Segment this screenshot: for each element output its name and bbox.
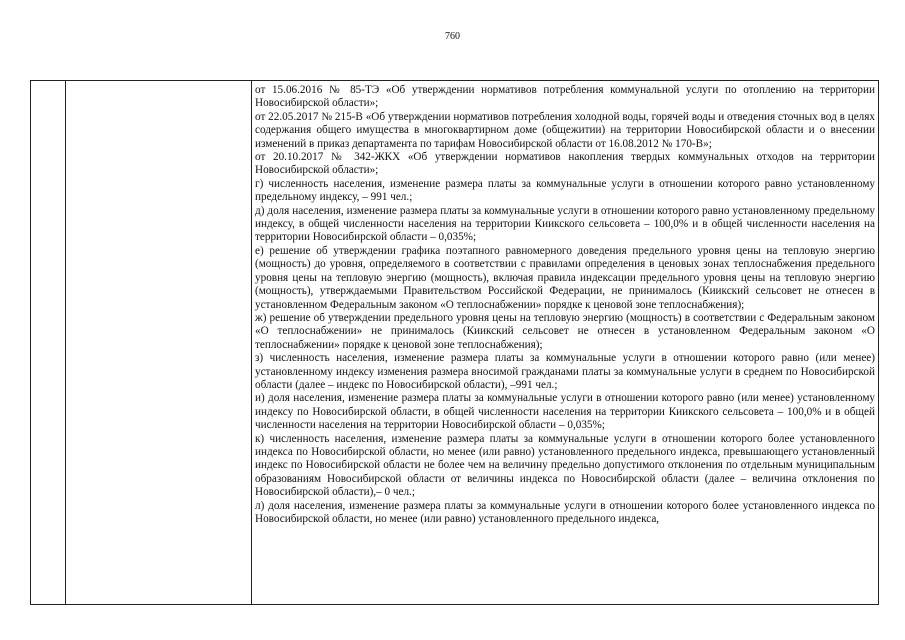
paragraph-item-l: л) доля населения, изменение размера платы за коммунальные услуги в отношении которого более установленного индекса по Новосибирской области, но менее (или равно) установленного предельного индекса,: [255, 499, 875, 525]
paragraph-item-i: и) доля населения, изменение размера платы за коммунальные услуги в отношении которого равно (или менее) установленному индексу по Новосибирской области, в общей численности населения на территории Киикского сельсовета – 100,0% и в общей численности населения на территории Новосибирской области – 0,035%;: [255, 392, 875, 432]
page-number: 760: [445, 31, 460, 42]
paragraph-item-d: д) доля населения, изменение размера платы за коммунальные услуги в отношении которого равно установленному предельному индексу, в общей численности населения на территории Киикского сельсовета – 100,0% и в общей численности населения на территории Новосибирской области – 0,035%;: [255, 204, 875, 244]
paragraph-item-e: е) решение об утверждении графика поэтапного равномерного доведения предельного уровня цены на тепловую энергию (мощность) до уровня, определяемого в соответствии с правилами определения в ценовых зонах теплоснабжения предельного уровня цены на тепловую энергию (мощность), включая правила индексации предельного уровня цены на тепловую энергию (мощность), утверждаемыми Правительством Российской Федерации, не принималось (Киикский сельсовет не отнесен в установленном Федеральным законом «О теплоснабжении» порядке к ценовой зоне теплоснабжения);: [255, 244, 875, 311]
document-table: [30, 80, 879, 605]
paragraph-regulation-342-zhkkh: от 20.10.2017 № 342-ЖКХ «Об утверждении нормативов накопления твердых коммунальных отходов на территории Новосибирской области»;: [255, 151, 875, 177]
table-column-number: [31, 81, 66, 604]
paragraph-item-z: з) численность населения, изменение размера платы за коммунальные услуги в отношении которого равно (или менее) установленному индексу изменения размера вносимой гражданами платы за коммунальные услуги в среднем по Новосибирской области (далее – индекс по Новосибирской области), –991 чел.;: [255, 352, 875, 391]
table-column-content: [252, 81, 878, 604]
paragraph-item-zh: ж) решение об утверждении предельного уровня цены на тепловую энергию (мощность) в соответствии с Федеральным законом «О теплоснабжении» не принималось (Киикский сельсовет не отнесен в установленном Федеральным законом «О теплоснабжении» порядке к ценовой зоне теплоснабжения);: [255, 311, 875, 351]
table-column-name: [66, 81, 252, 604]
paragraph-regulation-215-v: от 22.05.2017 № 215-В «Об утверждении нормативов потребления холодной воды, горячей воды и отведения сточных вод в целях содержания общего имущества в многоквартирном доме (общежитии) на территории Новосибирской области и о внесении изменений в приказ департамента по тарифам Новосибирской области от 16.08.2012 № 170-В»;: [255, 110, 875, 150]
paragraph-item-g: г) численность населения, изменение размера платы за коммунальные услуги в отношении которого равно установленному предельному индексу, – 991 чел.;: [255, 177, 875, 204]
paragraph-regulation-85-te: от 15.06.2016 № 85-ТЭ «Об утверждении нормативов потребления коммунальной услуги по отоплению на территории Новосибирской области»;: [255, 84, 875, 110]
paragraph-item-k: к) численность населения, изменение размера платы за коммунальные услуги в отношении которого более установленного индекса по Новосибирской области, но менее (или равно) установленного предельного индекса, превышающего установленный индекс по Новосибирской области не более чем на величину предельно допустимого отклонения по отдельным муниципальным образованиям Новосибирской области от величины индекса по Новосибирской области (далее – величина отклонения по Новосибирской области),– 0 чел.;: [255, 432, 875, 499]
